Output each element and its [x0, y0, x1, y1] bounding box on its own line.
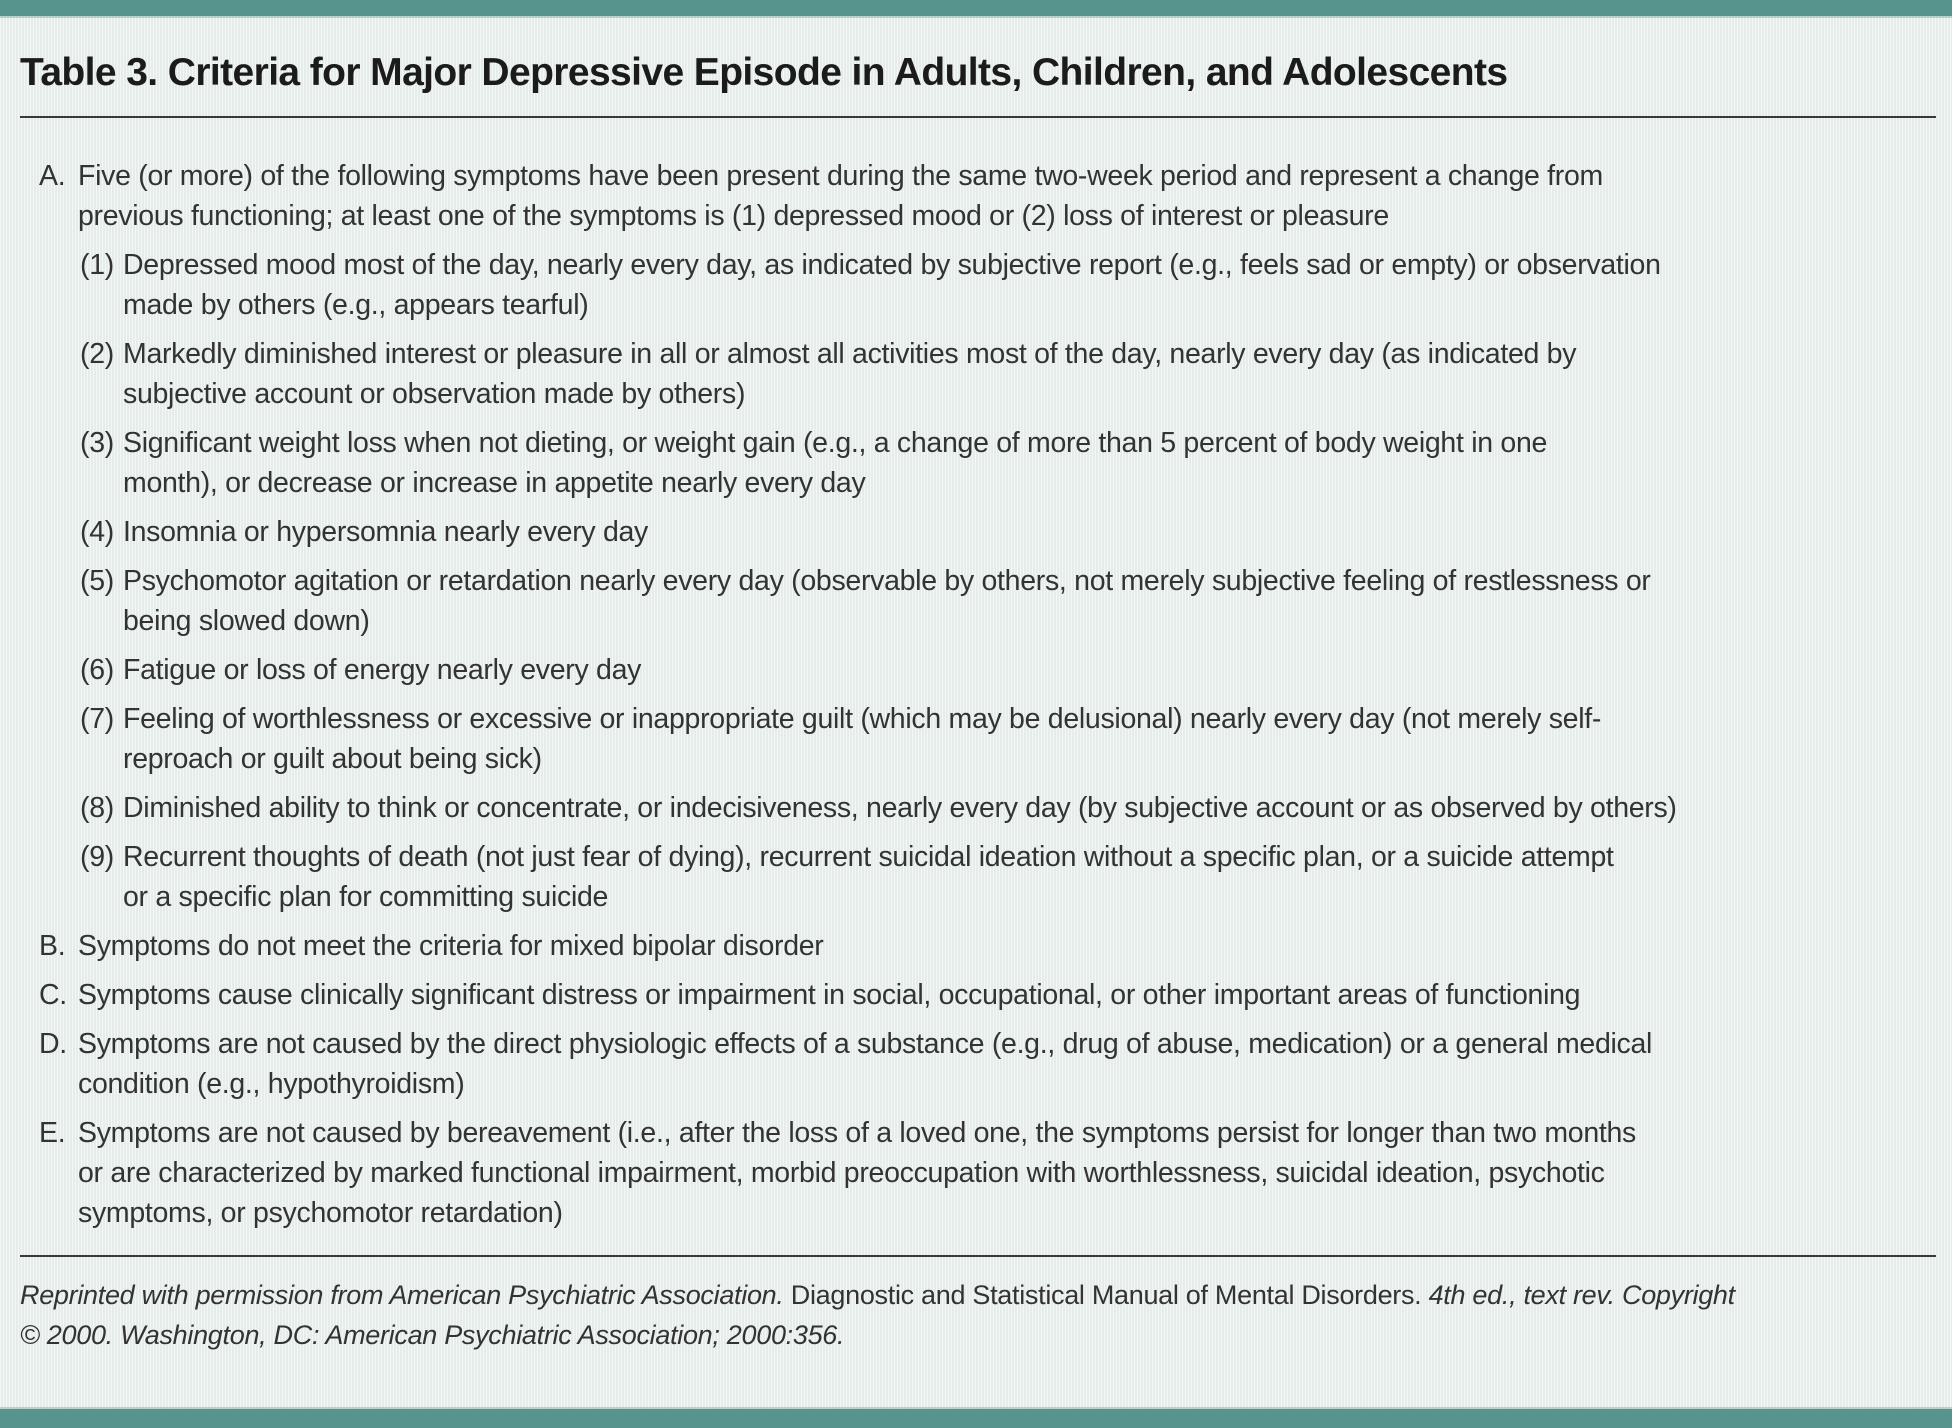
citation-book-title: Diagnostic and Statistical Manual of Mental Disorders.: [790, 1280, 1422, 1310]
criterion-marker: A.: [39, 160, 66, 192]
criterion-c: [39, 975, 1936, 1015]
criterion-line: symptoms, or psychomotor retardation): [78, 1197, 563, 1229]
citation-line-2: © 2000. Washington, DC: American Psychiatric Association; 2000:356.: [20, 1320, 845, 1350]
subcriterion-line: Recurrent thoughts of death (not just fear of dying), recurrent suicidal ideation without a specific plan, or a suicide attempt: [123, 841, 1614, 873]
subcriterion-line: Insomnia or hypersomnia nearly every day: [123, 516, 649, 548]
subcriterion-marker: (9): [80, 841, 114, 873]
subcriterion-line: subjective account or observation made by others): [123, 378, 746, 410]
criteria-list: [39, 156, 1936, 1233]
criterion-line: Five (or more) of the following symptoms have been present during the same two-week period and represent a change from: [78, 160, 1603, 192]
subcriterion-marker: (6): [80, 654, 114, 686]
subcriterion-marker: (2): [80, 338, 114, 370]
subcriterion-text: [123, 788, 1936, 828]
criterion-text: [78, 156, 1936, 236]
subcriterion-text: [123, 699, 1936, 779]
criterion-line: Symptoms do not meet the criteria for mixed bipolar disorder: [78, 930, 824, 962]
subcriterion-line: or a specific plan for committing suicide: [123, 881, 609, 913]
subcriterion-line: Depressed mood most of the day, nearly every day, as indicated by subjective report (e.g., feels sad or empty) or observation: [123, 249, 1661, 281]
criterion-marker: B.: [39, 930, 66, 962]
subcriterion-2: [80, 334, 1936, 414]
criterion-marker: E.: [39, 1117, 66, 1149]
subcriterion-6: [80, 650, 1936, 690]
subcriterion-7: [80, 699, 1936, 779]
subcriterion-3: [80, 423, 1936, 503]
bottom-accent-bar: [0, 1409, 1952, 1428]
criterion-line: Symptoms cause clinically significant distress or impairment in social, occupational, or other important areas of functioning: [78, 979, 1581, 1011]
subcriterion-line: month), or decrease or increase in appetite nearly every day: [123, 467, 866, 499]
subcriterion-4: [80, 512, 1936, 552]
subcriterion-line: Psychomotor agitation or retardation nearly every day (observable by others, not merely subjective feeling of restlessness or: [123, 565, 1651, 597]
subcriterion-line: Markedly diminished interest or pleasure in all or almost all activities most of the day, nearly every day (as indicated by: [123, 338, 1577, 370]
subcriterion-text: [123, 334, 1936, 414]
subcriterion-9: [80, 837, 1936, 917]
citation-edition-segment: 4th ed., text rev. Copyright: [1428, 1280, 1735, 1310]
subcriterion-marker: (5): [80, 565, 114, 597]
subcriterion-text: [123, 245, 1936, 325]
criterion-text: [78, 926, 1936, 966]
subcriterion-5: [80, 561, 1936, 641]
footer-citation: [20, 1275, 1936, 1355]
subcriterion-line: made by others (e.g., appears tearful): [123, 289, 589, 321]
subcriterion-line: Diminished ability to think or concentrate, or indecisiveness, nearly every day (by subjective account or as observed by others): [123, 792, 1677, 824]
criterion-a: [39, 156, 1936, 236]
subcriterion-text: [123, 512, 1936, 552]
criterion-line: or are characterized by marked functional impairment, morbid preoccupation with worthlessness, suicidal ideation, psychotic: [78, 1157, 1605, 1189]
criterion-line: previous functioning; at least one of the symptoms is (1) depressed mood or (2) loss of interest or pleasure: [78, 200, 1389, 232]
criterion-b: [39, 926, 1936, 966]
criterion-marker: D.: [39, 1028, 67, 1060]
subcriterion-marker: (1): [80, 249, 114, 281]
criterion-line: condition (e.g., hypothyroidism): [78, 1068, 465, 1100]
criterion-marker: C.: [39, 979, 67, 1011]
subcriterion-marker: (7): [80, 703, 114, 735]
subcriterion-line: Significant weight loss when not dieting, or weight gain (e.g., a change of more than 5 percent of body weight in one: [123, 427, 1548, 459]
criterion-line: Symptoms are not caused by bereavement (i.e., after the loss of a loved one, the symptoms persist for longer than two months: [78, 1117, 1637, 1149]
subcriterion-text: [123, 650, 1936, 690]
subcriterion-text: [123, 561, 1936, 641]
criterion-d: [39, 1024, 1936, 1104]
subcriterion-line: Feeling of worthlessness or excessive or inappropriate guilt (which may be delusional) nearly every day (not merely self-: [123, 703, 1602, 735]
citation-reprint-segment: Reprinted with permission from American Psychiatric Association.: [20, 1280, 784, 1310]
subcriterion-text: [123, 423, 1936, 503]
subcriterion-1: [80, 245, 1936, 325]
table-title: Table 3. Criteria for Major Depressive Episode in Adults, Children, and Adolescents: [20, 51, 1508, 94]
subcriterion-line: reproach or guilt about being sick): [123, 743, 542, 775]
subcriterion-marker: (8): [80, 792, 114, 824]
subcriterion-text: [123, 837, 1936, 917]
sub-criteria-list: [80, 245, 1936, 917]
subcriterion-marker: (3): [80, 427, 114, 459]
subcriterion-marker: (4): [80, 516, 114, 548]
criterion-e: [39, 1113, 1936, 1233]
citation-line-1: [20, 1275, 1936, 1315]
subcriterion-8: [80, 788, 1936, 828]
subcriterion-line: Fatigue or loss of energy nearly every day: [123, 654, 642, 686]
criterion-line: Symptoms are not caused by the direct physiologic effects of a substance (e.g., drug of abuse, medication) or a general medical: [78, 1028, 1653, 1060]
criterion-text: [78, 1113, 1936, 1233]
subcriterion-line: being slowed down): [123, 605, 370, 637]
title-rule: [20, 116, 1936, 118]
footer-rule: [20, 1255, 1936, 1257]
criterion-text: [78, 1024, 1936, 1104]
criterion-text: [78, 975, 1936, 1015]
